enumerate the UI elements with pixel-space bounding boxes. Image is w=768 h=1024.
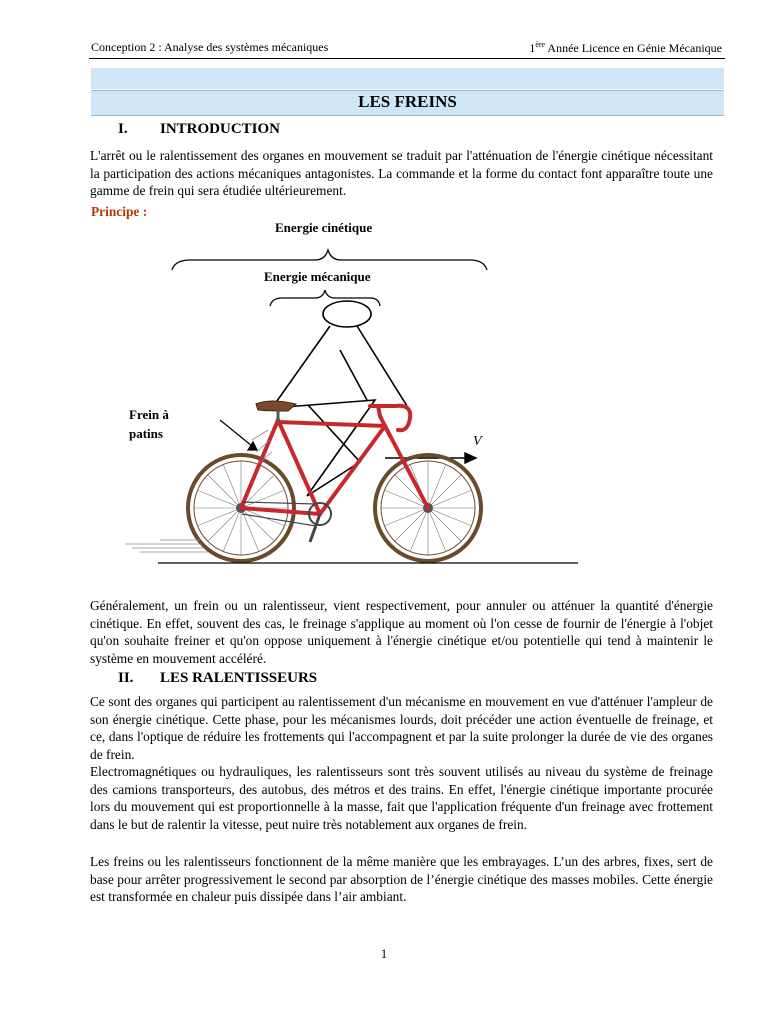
header-rule — [89, 58, 725, 59]
header-program-post: Année Licence en Génie Mécanique — [545, 41, 722, 55]
ralentisseurs-paragraph-1: Ce sont des organes qui participent au ralentissement d'un mécanisme en mouvement en vue d'atténuer l'ampleur de son énergie cinétique. Cette phase, pour les mécanismes lourds, doit précéder une action éventuelle de freinage, et ce, dans l'optique de réduire les frottements qui l'accompagnent et par la suite prolonger la durée de vie des organes de frein. — [90, 694, 713, 762]
section-number: II. — [118, 670, 134, 686]
intro-paragraph: L'arrêt ou le ralentissement des organes en mouvement se traduit par l'atténuation de l'énergie cinétique nécessitant la participation des actions mécaniques antagonistes. La commande et la forme du contact font apparaître toute une gamme de frein qui sera étudiée ultérieurement. — [90, 148, 713, 198]
page-title: LES FREINS — [358, 92, 457, 111]
label-velocity: V — [473, 434, 482, 449]
general-paragraph: Généralement, un frein ou un ralentisseur, vient respectivement, pour annuler ou atténuer la quantité d'énergie cinétique. En effet, souvent des cas, le freinage s'applique au moment où l'on cesse de fournir de l'énergie à l'objet qu'on souhaite freiner et qu'on oppose uniquement à l'énergie cinétique et/ou potentielle qui tend à maintenir le système en mouvement accéléré. — [90, 598, 713, 666]
brake-pointer-arrow — [220, 420, 257, 450]
header-program-pre: 1 — [529, 41, 536, 55]
bicycle-seat — [256, 401, 296, 411]
page-number: 1 — [380, 946, 388, 961]
section-heading-ralentisseurs — [118, 670, 317, 687]
label-pad-brake-line1: Frein à — [129, 407, 169, 422]
section-title: INTRODUCTION — [160, 121, 281, 137]
mechanical-energy-brace — [270, 290, 380, 306]
section-title: LES RALENTISSEURS — [160, 670, 318, 686]
kinetic-energy-brace — [172, 250, 487, 270]
rider-head — [323, 301, 371, 327]
title-band-top — [91, 68, 724, 89]
header-program — [529, 40, 722, 56]
header-program-sup: ère — [535, 40, 546, 49]
section-heading-introduction — [118, 121, 280, 138]
label-pad-brake-line2: patins — [129, 426, 163, 441]
label-mechanical-energy: Energie mécanique — [264, 269, 371, 284]
ralentisseurs-paragraph-3: Les freins ou les ralentisseurs fonctionnent de la même manière que les embrayages. L’un des arbres, fixes, sert de base pour arrêter progressivement le second par absorption de l’énergie cinétique des masses mobiles. Cette énergie est transformée en chaleur puis dissipée dans l’air ambiant. — [90, 854, 713, 904]
rider-stick-figure — [272, 326, 407, 496]
section-number: I. — [118, 121, 128, 137]
ralentisseurs-paragraph-2: Electromagnétiques ou hydrauliques, les ralentisseurs sont très souvent utilisés au niveau du système de freinage des camions transporteurs, des autobus, des métros et des trains. En effet, l'énergie cinétique importante procurée lors du mouvement qui est proportionnelle à la masse, fait que l'application fréquente d'un freinage avec frottement dans le but de ralentir la vitesse, peut nuire très notablement aux organes de frein. — [90, 764, 713, 832]
principle-label: Principe : — [91, 204, 148, 219]
bicycle-brake-figure — [120, 240, 590, 572]
label-kinetic-energy: Energie cinétique — [275, 220, 373, 235]
header-course-title: Conception 2 : Analyse des systèmes mécaniques — [91, 40, 329, 54]
